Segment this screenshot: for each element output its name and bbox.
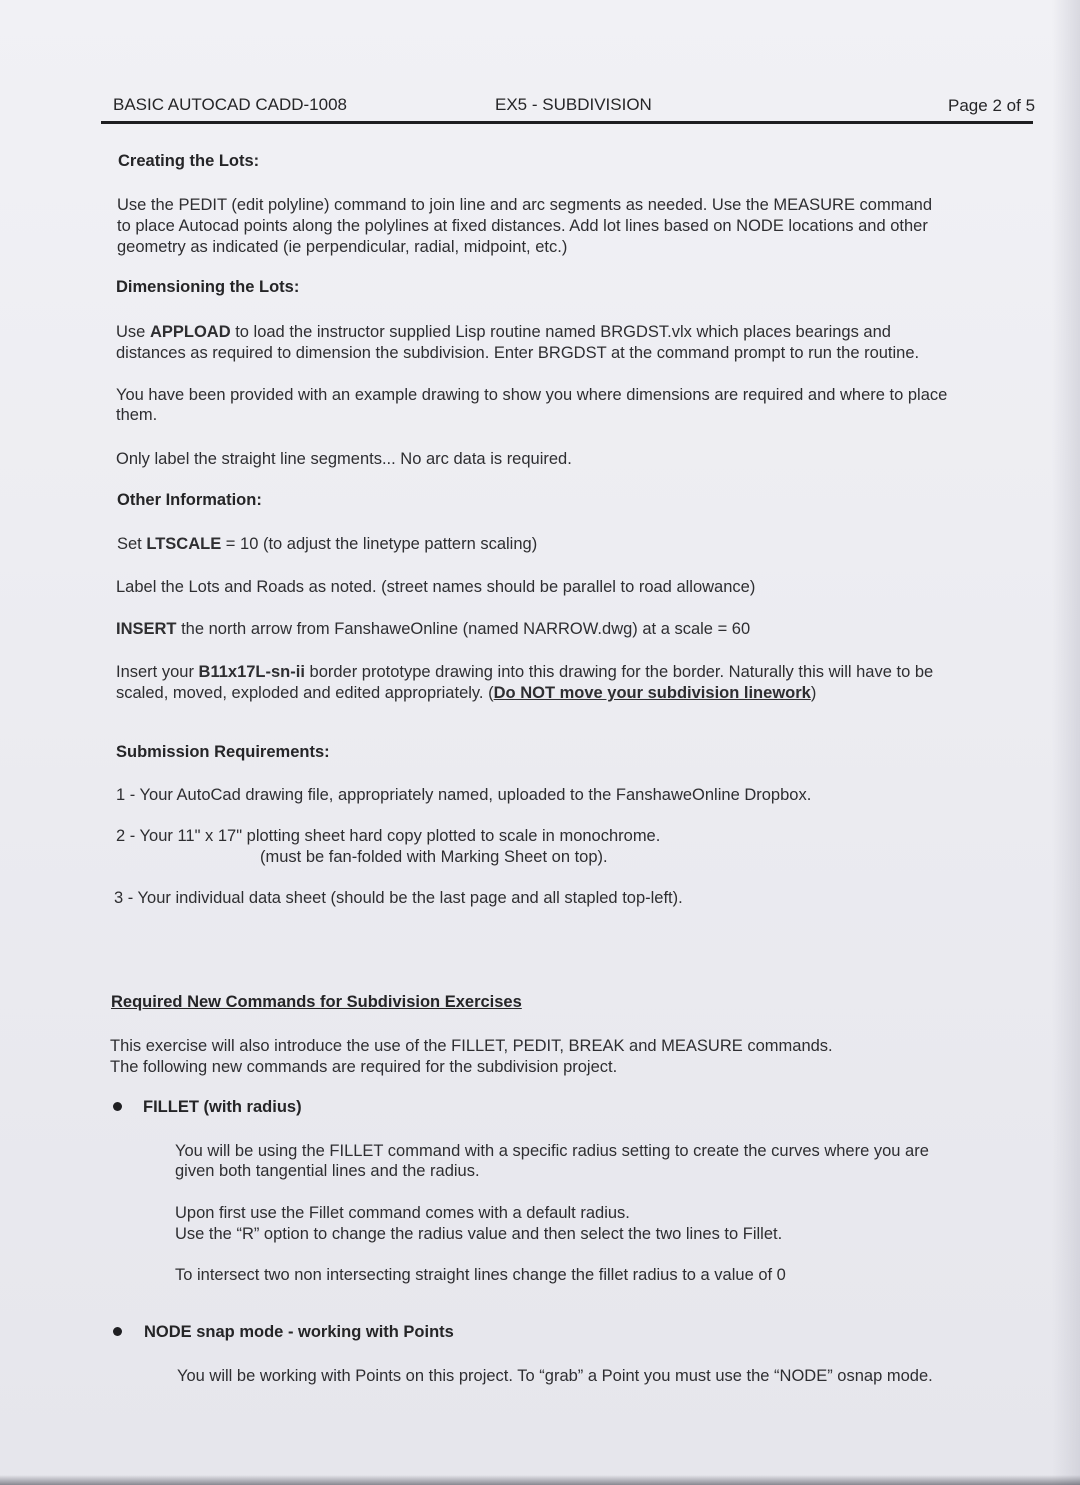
label-lots-line: Label the Lots and Roads as noted. (street names should be parallel to road allowance): [116, 578, 756, 596]
submission-item-1: 1 - Your AutoCad drawing file, appropriately named, uploaded to the FanshaweOnline Dropbox.: [116, 786, 812, 804]
page-shadow-right: [1052, 0, 1080, 1485]
heading-required-new-commands: Required New Commands for Subdivision Exercises: [111, 993, 522, 1011]
creating-lots-line-1: Use the PEDIT (edit polyline) command to join line and arc segments as needed. Use the MEASURE command: [117, 196, 933, 214]
submission-item-2-line-2: (must be fan-folded with Marking Sheet on top).: [260, 848, 608, 866]
header-page-number: Page 2 of 5: [948, 96, 1036, 115]
header-exercise: EX5 - SUBDIVISION: [495, 95, 652, 114]
bullet-fillet: [113, 1102, 122, 1111]
fillet-para-2-line-1: Upon first use the Fillet command comes with a default radius.: [175, 1204, 630, 1222]
fillet-para-3: To intersect two non intersecting straight lines change the fillet radius to a value of 0: [175, 1266, 786, 1284]
creating-lots-line-2: to place Autocad points along the polylines at fixed distances. Add lot lines based on NODE locations and other: [117, 217, 928, 235]
heading-creating-lots: Creating the Lots:: [118, 152, 260, 170]
header-course: BASIC AUTOCAD CADD-1008: [113, 95, 347, 114]
fillet-para-1-line-2: given both tangential lines and the radius.: [175, 1162, 480, 1180]
heading-dimensioning-lots: Dimensioning the Lots:: [116, 278, 300, 296]
submission-item-2-line-1: 2 - Your 11" x 17" plotting sheet hard copy plotted to scale in monochrome.: [116, 827, 661, 845]
bullet-node: [113, 1327, 122, 1336]
dimensioning-para-2-line-1: You have been provided with an example drawing to show you where dimensions are required and where to place: [116, 386, 948, 404]
fillet-para-2-line-2: Use the “R” option to change the radius value and then select the two lines to Fillet.: [175, 1225, 783, 1243]
creating-lots-line-3: geometry as indicated (ie perpendicular, radial, midpoint, etc.): [117, 238, 568, 256]
fillet-para-1-line-1: You will be using the FILLET command with a specific radius setting to create the curves where you are: [175, 1142, 929, 1160]
header-rule: [101, 121, 1033, 124]
insert-north-arrow-line: INSERT the north arrow from FanshaweOnline (named NARROW.dwg) at a scale = 60: [116, 620, 751, 638]
ltscale-line: Set LTSCALE = 10 (to adjust the linetype pattern scaling): [117, 535, 538, 553]
heading-submission-requirements: Submission Requirements:: [116, 743, 330, 761]
node-para-1: You will be working with Points on this project. To “grab” a Point you must use the “NODE” osnap mode.: [177, 1367, 933, 1385]
dimensioning-para-1-line-1: Use APPLOAD to load the instructor supplied Lisp routine named BRGDST.vlx which places bearings and: [116, 323, 891, 341]
page-shadow-bottom: [0, 1475, 1080, 1485]
fillet-title: FILLET (with radius): [143, 1098, 302, 1116]
dimensioning-para-2-line-2: them.: [116, 406, 158, 424]
required-commands-intro-line-1: This exercise will also introduce the use of the FILLET, PEDIT, BREAK and MEASURE commands.: [110, 1037, 833, 1055]
border-line-2: scaled, moved, exploded and edited appropriately. (Do NOT move your subdivision linework): [116, 684, 817, 702]
border-line-1: Insert your B11x17L-sn-ii border prototype drawing into this drawing for the border. Naturally this will have to be: [116, 663, 934, 681]
dimensioning-para-3: Only label the straight line segments... No arc data is required.: [116, 450, 572, 468]
submission-item-3: 3 - Your individual data sheet (should be the last page and all stapled top-left).: [114, 889, 683, 907]
dimensioning-para-1-line-2: distances as required to dimension the subdivision. Enter BRGDST at the command prompt to run the routine.: [116, 344, 920, 362]
node-title: NODE snap mode - working with Points: [144, 1323, 454, 1341]
required-commands-intro-line-2: The following new commands are required for the subdivision project.: [110, 1058, 618, 1076]
heading-other-information: Other Information:: [117, 491, 262, 509]
